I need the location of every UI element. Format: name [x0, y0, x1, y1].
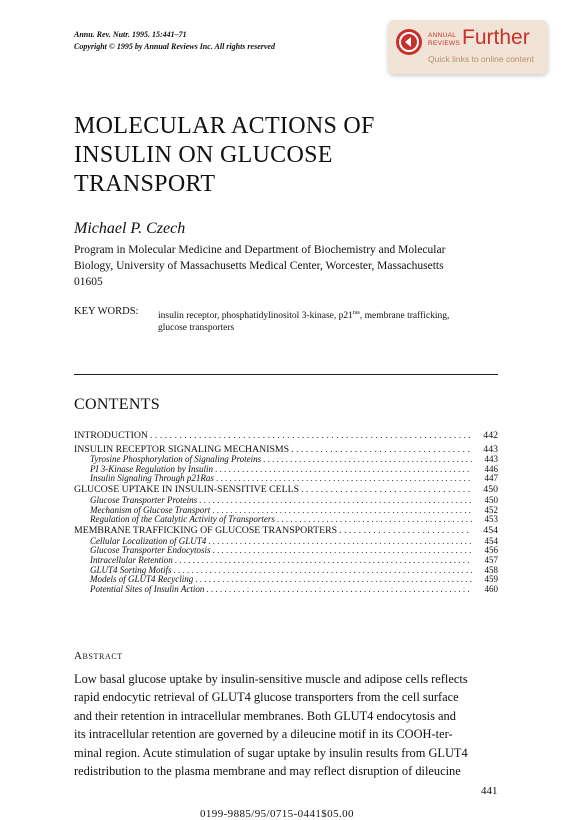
toc-leader: [216, 474, 472, 484]
affiliation-line: Biology, University of Massachusetts Medical Center, Worcester, Massachusetts: [74, 260, 444, 272]
toc-page: 443: [484, 454, 498, 465]
abstract-line: minal region. Acute stimulation of sugar uptake by insulin results from GLUT4: [74, 745, 468, 760]
toc-page: 443: [483, 443, 498, 455]
toc-leader: [150, 431, 472, 442]
annual-reviews-logo-icon: [396, 29, 422, 55]
toc-leader: [339, 526, 472, 537]
toc-page: 459: [484, 574, 498, 585]
further-label: Further: [462, 26, 530, 49]
further-tagline: Quick links to online content: [428, 54, 534, 64]
toc-leader: [195, 575, 472, 585]
keywords-part: , membrane trafficking,: [359, 311, 450, 322]
brand-top: ANNUAL: [428, 32, 457, 39]
table-of-contents: [74, 431, 498, 594]
toc-title: INSULIN RECEPTOR SIGNALING MECHANISMS: [74, 443, 290, 455]
toc-title: Intracellular Retention: [90, 555, 173, 566]
title-line: MOLECULAR ACTIONS OF: [74, 113, 375, 139]
toc-page: 446: [484, 463, 498, 474]
toc-page: 456: [484, 545, 498, 556]
toc-page: 454: [483, 525, 498, 537]
toc-title: GLUCOSE UPTAKE IN INSULIN-SENSITIVE CELLS: [74, 484, 300, 496]
toc-entry[interactable]: [74, 585, 498, 595]
abstract-line: Low basal glucose uptake by insulin-sensitive muscle and adipose cells reflects: [74, 672, 468, 686]
toc-page: 447: [484, 473, 498, 484]
copyright-line: Copyright © 1995 by Annual Reviews Inc. All rights reserved: [74, 42, 275, 51]
toc-title: Insulin Signaling Through p21Ras: [90, 473, 214, 484]
brand-bottom: REVIEWS: [428, 40, 461, 47]
toc-leader: [291, 445, 472, 456]
toc-title: Cellular Localization of GLUT4: [90, 535, 207, 546]
toc-leader: [277, 515, 472, 525]
article-title: [74, 112, 375, 199]
toc-page: 457: [484, 555, 498, 566]
affiliation-line: Program in Molecular Medicine and Department of Biochemistry and Molecular: [74, 244, 446, 256]
toc-page: 450: [483, 484, 498, 496]
keywords-label: KEY WORDS:: [74, 306, 139, 317]
toc-title: Tyrosine Phosphorylation of Signaling Proteins: [90, 454, 262, 465]
toc-page: 458: [484, 564, 498, 575]
toc-page: 452: [484, 504, 498, 515]
title-line: INSULIN ON GLUCOSE: [74, 142, 333, 168]
abstract-line: rapid endocytic retrieval of GLUT4 glucose transporters from the cell surface: [74, 690, 459, 705]
toc-entry[interactable]: [74, 474, 498, 484]
toc-title: Potential Sites of Insulin Action: [90, 583, 205, 594]
toc-leader: [206, 585, 472, 595]
abstract-line: redistribution to the plasma membrane and may reflect disruption of dileucine: [74, 764, 461, 779]
toc-title: Models of GLUT4 Recycling: [90, 574, 194, 585]
journal-citation: [74, 29, 275, 53]
journal-line: Annu. Rev. Nutr. 1995. 15:441–71: [74, 30, 187, 39]
toc-title: PI 3-Kinase Regulation by Insulin: [90, 463, 213, 474]
toc-entry[interactable]: [74, 431, 498, 443]
toc-leader: [215, 465, 472, 475]
abstract-body: [74, 670, 500, 780]
author-name: Michael P. Czech: [74, 220, 186, 237]
abstract-line: and their retention in intracellular membranes. Both GLUT4 endocytosis and: [74, 708, 456, 723]
toc-title: INTRODUCTION: [74, 430, 149, 441]
keywords-line: glucose transporters: [158, 323, 235, 334]
keywords-superscript: ras: [352, 310, 360, 316]
toc-title: Glucose Transporter Proteins: [90, 494, 198, 505]
toc-page: 454: [484, 535, 498, 546]
keywords-part: insulin receptor, phosphatidylinositol 3-kinase, p21: [158, 311, 353, 322]
toc-title: Glucose Transporter Endocytosis: [90, 545, 211, 556]
toc-leader: [208, 537, 472, 547]
page-number: 441: [481, 785, 498, 797]
author-affiliation: [74, 242, 514, 290]
affiliation-line: 01605: [74, 276, 103, 288]
toc-leader: [263, 455, 472, 465]
toc-title: Regulation of the Catalytic Activity of Transporters: [90, 514, 275, 525]
footer-code: 0199-9885/95/0715-0441$05.00: [200, 808, 354, 820]
toc-leader: [213, 546, 473, 556]
brand-wordmark: [428, 32, 460, 48]
toc-title: GLUT4 Sorting Motifs: [90, 564, 172, 575]
toc-title: MEMBRANE TRAFFICKING OF GLUCOSE TRANSPORTERS: [74, 525, 338, 537]
toc-leader: [199, 496, 472, 506]
abstract-line: its intracellular retention are governed by a dileucine motif in its COOH-ter-: [74, 727, 453, 742]
section-divider: [74, 374, 498, 375]
toc-page: 450: [484, 494, 498, 505]
keywords-text: [158, 307, 518, 334]
toc-leader: [175, 556, 472, 566]
toc-leader: [301, 485, 472, 496]
further-badge[interactable]: [388, 20, 548, 74]
toc-page: 442: [483, 430, 498, 441]
toc-title: Mechanism of Glucose Transport: [90, 504, 211, 515]
abstract-heading: Abstract: [74, 650, 123, 662]
keywords-line: [158, 307, 518, 322]
toc-page: 453: [484, 514, 498, 525]
title-line: TRANSPORT: [74, 171, 216, 197]
toc-leader: [174, 566, 472, 576]
contents-heading: CONTENTS: [74, 396, 160, 413]
toc-page: 460: [484, 583, 498, 594]
toc-entry[interactable]: [74, 515, 498, 525]
